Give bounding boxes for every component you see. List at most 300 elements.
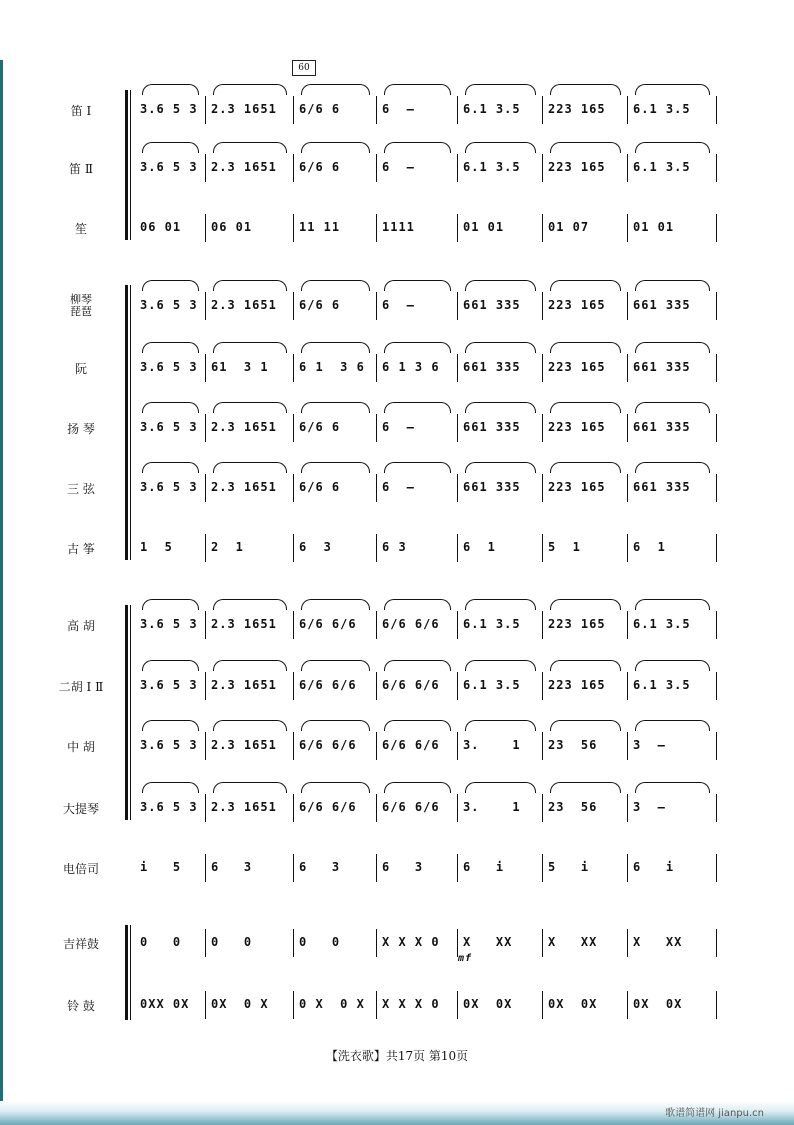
measure: 01 01	[633, 220, 675, 234]
slur	[384, 462, 451, 473]
measure: 223 165	[548, 420, 606, 434]
barline	[205, 672, 206, 700]
barline	[376, 414, 377, 442]
measure: 23 56	[548, 800, 598, 814]
barline	[376, 96, 377, 124]
barline	[716, 929, 717, 957]
dynamic-mf: mf	[458, 953, 473, 964]
barline	[542, 732, 543, 760]
measure: 5 1	[548, 540, 581, 554]
measure: 3. 1	[463, 738, 521, 752]
barline	[376, 854, 377, 882]
measure: 6/6 6	[299, 480, 341, 494]
slur	[142, 782, 199, 793]
barline	[293, 534, 294, 562]
slur	[550, 402, 621, 413]
barline	[457, 414, 458, 442]
barline	[376, 929, 377, 957]
measure: 3.6 5 3	[140, 800, 198, 814]
barline	[205, 354, 206, 382]
measure: X X X 0	[382, 935, 440, 949]
slur	[550, 782, 621, 793]
measure: 223 165	[548, 360, 606, 374]
measure: 6 3	[211, 860, 253, 874]
measure: 3.6 5 3	[140, 678, 198, 692]
barline	[457, 534, 458, 562]
slur	[465, 660, 536, 671]
page-footer: 【洗衣歌】共17页 第10页	[325, 1049, 469, 1063]
barline	[457, 611, 458, 639]
slur	[142, 342, 199, 353]
barline	[542, 154, 543, 182]
measure: 06 01	[140, 220, 182, 234]
measure: 6 3	[382, 860, 424, 874]
measure: 6 –	[382, 480, 415, 494]
system-bracket-line	[130, 605, 131, 820]
system-bracket	[125, 285, 128, 560]
measure: 6/6 6	[299, 102, 341, 116]
slur	[301, 342, 370, 353]
slur	[213, 782, 287, 793]
barline	[716, 414, 717, 442]
barline	[376, 292, 377, 320]
barline	[457, 292, 458, 320]
barline	[627, 96, 628, 124]
system-bracket	[125, 925, 128, 1020]
staff-label: 笙	[74, 222, 87, 236]
measure: 3.6 5 3	[140, 738, 198, 752]
barline	[457, 794, 458, 822]
slur	[465, 342, 536, 353]
measure: 6 3	[299, 860, 341, 874]
barline	[293, 732, 294, 760]
measure: 3.6 5 3	[140, 360, 198, 374]
barline	[205, 474, 206, 502]
barline	[627, 611, 628, 639]
barline	[376, 991, 377, 1019]
slur	[465, 782, 536, 793]
staff-label: 大提琴	[62, 802, 99, 816]
measure: 6/6 6/6	[382, 800, 440, 814]
measure: 6 i	[463, 860, 505, 874]
staff-label: 阮	[74, 362, 87, 376]
measure: 6.1 3.5	[463, 678, 521, 692]
slur	[550, 280, 621, 291]
barline	[716, 354, 717, 382]
slur	[465, 720, 536, 731]
system-bracket-line	[130, 90, 131, 240]
barline	[457, 732, 458, 760]
barline	[457, 854, 458, 882]
slur	[142, 84, 199, 95]
slur	[142, 599, 199, 610]
measure: 6/6 6/6	[382, 617, 440, 631]
slur	[142, 280, 199, 291]
measure: 661 335	[633, 360, 691, 374]
measure: 2.3 1651	[211, 738, 277, 752]
barline	[716, 854, 717, 882]
slur	[384, 280, 451, 291]
measure: 2 1	[211, 540, 244, 554]
barline	[293, 292, 294, 320]
slur	[213, 660, 287, 671]
slur	[384, 142, 451, 153]
measure: 6.1 3.5	[463, 160, 521, 174]
measure: 6.1 3.5	[633, 617, 691, 631]
barline	[716, 474, 717, 502]
barline	[542, 534, 543, 562]
measure: X XX	[548, 935, 598, 949]
barline	[542, 794, 543, 822]
barline	[293, 611, 294, 639]
slur	[465, 280, 536, 291]
measure: 223 165	[548, 298, 606, 312]
barline	[627, 854, 628, 882]
slur	[465, 462, 536, 473]
measure: 3 –	[633, 800, 666, 814]
staff-label: 柳琴 琵琶	[70, 293, 92, 318]
slur	[213, 720, 287, 731]
measure: 11 11	[299, 220, 341, 234]
measure: 3.6 5 3	[140, 160, 198, 174]
measure: 3.6 5 3	[140, 102, 198, 116]
barline	[457, 672, 458, 700]
slur	[301, 782, 370, 793]
barline	[293, 474, 294, 502]
slur	[213, 599, 287, 610]
slur	[301, 402, 370, 413]
measure: 3.6 5 3	[140, 617, 198, 631]
barline	[716, 991, 717, 1019]
barline	[542, 354, 543, 382]
slur	[142, 462, 199, 473]
slur	[384, 599, 451, 610]
barline	[205, 611, 206, 639]
slur	[384, 660, 451, 671]
measure: 6 1 3 6	[299, 360, 365, 374]
barline	[293, 794, 294, 822]
measure: 23 56	[548, 738, 598, 752]
barline	[627, 474, 628, 502]
barline	[205, 154, 206, 182]
measure: X X X 0	[382, 997, 440, 1011]
slur	[213, 142, 287, 153]
measure: X XX	[463, 935, 513, 949]
barline	[457, 354, 458, 382]
barline	[627, 794, 628, 822]
barline	[205, 414, 206, 442]
measure: 6/6 6	[299, 160, 341, 174]
measure: 6 1 3 6	[382, 360, 440, 374]
measure: 661 335	[633, 298, 691, 312]
staff-label: 电倍司	[62, 862, 99, 876]
measure: 6 1	[463, 540, 496, 554]
measure: 6 –	[382, 298, 415, 312]
slur	[550, 720, 621, 731]
barline	[716, 672, 717, 700]
measure: 6/6 6/6	[382, 738, 440, 752]
barline	[457, 991, 458, 1019]
measure: 661 335	[463, 480, 521, 494]
barline	[627, 534, 628, 562]
slur	[142, 402, 199, 413]
barline	[542, 611, 543, 639]
slur	[213, 402, 287, 413]
measure: 2.3 1651	[211, 800, 277, 814]
barline	[627, 732, 628, 760]
slur	[142, 720, 199, 731]
slur	[213, 84, 287, 95]
slur	[142, 660, 199, 671]
slur	[301, 280, 370, 291]
barline	[205, 732, 206, 760]
measure: 0 0	[140, 935, 182, 949]
slur	[550, 660, 621, 671]
measure: 6/6 6	[299, 420, 341, 434]
slur	[550, 84, 621, 95]
barline	[293, 414, 294, 442]
measure: 6 1	[633, 540, 666, 554]
barline	[376, 214, 377, 242]
barline	[376, 474, 377, 502]
barline	[293, 929, 294, 957]
slur	[301, 84, 370, 95]
barline	[293, 672, 294, 700]
measure: 0X 0X	[463, 997, 513, 1011]
measure: 6.1 3.5	[633, 678, 691, 692]
barline	[376, 534, 377, 562]
slur	[213, 342, 287, 353]
measure: 0 0	[211, 935, 253, 949]
slur	[635, 782, 710, 793]
barline	[293, 214, 294, 242]
barline	[205, 794, 206, 822]
barline	[627, 214, 628, 242]
measure: 1111	[382, 220, 415, 234]
measure: 6 3	[299, 540, 332, 554]
barline	[293, 854, 294, 882]
slur	[142, 142, 199, 153]
barline	[376, 354, 377, 382]
measure: 2.3 1651	[211, 480, 277, 494]
system-bracket-line	[130, 925, 131, 1020]
slur	[384, 782, 451, 793]
barline	[542, 292, 543, 320]
barline	[716, 96, 717, 124]
slur	[301, 142, 370, 153]
staff-label: 扬 琴	[67, 422, 95, 436]
measure: 2.3 1651	[211, 298, 277, 312]
measure: 3. 1	[463, 800, 521, 814]
barline	[376, 611, 377, 639]
measure: 0 X 0 X	[299, 997, 365, 1011]
measure: 223 165	[548, 480, 606, 494]
measure: 2.3 1651	[211, 102, 277, 116]
barline	[293, 154, 294, 182]
staff-label: 中 胡	[67, 740, 95, 754]
slur	[465, 599, 536, 610]
measure: 223 165	[548, 617, 606, 631]
slur	[635, 462, 710, 473]
barline	[716, 292, 717, 320]
measure: 0X 0X	[548, 997, 598, 1011]
barline	[376, 794, 377, 822]
barline	[542, 214, 543, 242]
measure: 6/6 6/6	[299, 617, 357, 631]
staff-label: 高 胡	[67, 619, 95, 633]
barline	[205, 854, 206, 882]
measure: 6/6 6/6	[299, 738, 357, 752]
barline	[205, 96, 206, 124]
measure: 01 07	[548, 220, 590, 234]
barline	[205, 292, 206, 320]
slur	[635, 84, 710, 95]
page-edge	[0, 60, 3, 1125]
barline	[376, 672, 377, 700]
measure: 6 3	[382, 540, 407, 554]
barline	[716, 154, 717, 182]
measure: 61 3 1	[211, 360, 269, 374]
barline	[716, 794, 717, 822]
barline	[205, 929, 206, 957]
barline	[376, 732, 377, 760]
barline	[293, 354, 294, 382]
measure: 6.1 3.5	[463, 617, 521, 631]
slur	[301, 660, 370, 671]
system-bracket-line	[130, 285, 131, 560]
slur	[384, 342, 451, 353]
measure: 2.3 1651	[211, 617, 277, 631]
slur	[301, 462, 370, 473]
staff-label: 二胡 Ⅰ Ⅱ	[58, 680, 104, 694]
measure: 6 –	[382, 160, 415, 174]
measure: 3.6 5 3	[140, 480, 198, 494]
barline	[542, 414, 543, 442]
barline	[627, 292, 628, 320]
staff-label: 古 筝	[67, 542, 95, 556]
barline	[457, 474, 458, 502]
system-bracket	[125, 605, 128, 820]
barline	[457, 214, 458, 242]
barline	[627, 414, 628, 442]
slur	[635, 142, 710, 153]
barline	[205, 991, 206, 1019]
slur	[550, 462, 621, 473]
staff-label: 笛 Ⅱ	[69, 162, 93, 176]
watermark: 歌谱简谱网 jianpu.cn	[665, 1108, 764, 1119]
measure: 0X 0X	[633, 997, 683, 1011]
slur	[550, 142, 621, 153]
staff-label: 铃 鼓	[67, 999, 95, 1013]
measure: 661 335	[633, 480, 691, 494]
measure: X XX	[633, 935, 683, 949]
slur	[635, 342, 710, 353]
measure: 1 5	[140, 540, 173, 554]
barline	[457, 154, 458, 182]
measure: 6.1 3.5	[633, 102, 691, 116]
measure: 6/6 6	[299, 298, 341, 312]
barline	[542, 929, 543, 957]
measure: 2.3 1651	[211, 160, 277, 174]
barline	[627, 154, 628, 182]
staff-label: 吉祥鼓	[62, 937, 99, 951]
measure: 2.3 1651	[211, 420, 277, 434]
slur	[301, 599, 370, 610]
measure: 2.3 1651	[211, 678, 277, 692]
slur	[213, 280, 287, 291]
barline	[627, 354, 628, 382]
slur	[301, 720, 370, 731]
barline	[542, 672, 543, 700]
measure: 6 –	[382, 420, 415, 434]
slur	[550, 342, 621, 353]
measure-number: 60	[292, 60, 316, 76]
slur	[635, 720, 710, 731]
measure: 223 165	[548, 102, 606, 116]
barline	[293, 96, 294, 124]
measure: 6.1 3.5	[633, 160, 691, 174]
barline	[205, 534, 206, 562]
slur	[635, 280, 710, 291]
barline	[542, 854, 543, 882]
slur	[635, 660, 710, 671]
measure: 6/6 6/6	[382, 678, 440, 692]
measure: 223 165	[548, 678, 606, 692]
measure: 661 335	[463, 420, 521, 434]
measure: 06 01	[211, 220, 253, 234]
measure: 5 i	[548, 860, 590, 874]
measure: 6 i	[633, 860, 675, 874]
slur	[465, 142, 536, 153]
slur	[384, 720, 451, 731]
measure: 223 165	[548, 160, 606, 174]
barline	[205, 214, 206, 242]
measure: 661 335	[463, 298, 521, 312]
measure: 6.1 3.5	[463, 102, 521, 116]
slur	[465, 84, 536, 95]
measure: i 5	[140, 860, 182, 874]
slur	[635, 599, 710, 610]
measure: 661 335	[633, 420, 691, 434]
barline	[716, 611, 717, 639]
measure: 6/6 6/6	[299, 800, 357, 814]
slur	[384, 402, 451, 413]
slur	[465, 402, 536, 413]
barline	[716, 732, 717, 760]
measure: 0XX 0X	[140, 997, 190, 1011]
slur	[213, 462, 287, 473]
barline	[627, 991, 628, 1019]
measure: 6/6 6/6	[299, 678, 357, 692]
barline	[376, 154, 377, 182]
system-bracket	[125, 90, 128, 240]
staff-label: 笛 Ⅰ	[70, 104, 92, 118]
measure: 0X 0 X	[211, 997, 269, 1011]
measure: 01 01	[463, 220, 505, 234]
measure: 3 –	[633, 738, 666, 752]
measure: 6 –	[382, 102, 415, 116]
measure: 3.6 5 3	[140, 298, 198, 312]
barline	[716, 534, 717, 562]
slur	[384, 84, 451, 95]
slur	[550, 599, 621, 610]
barline	[627, 672, 628, 700]
barline	[716, 214, 717, 242]
barline	[542, 96, 543, 124]
barline	[627, 929, 628, 957]
barline	[542, 991, 543, 1019]
staff-label: 三 弦	[67, 482, 95, 496]
